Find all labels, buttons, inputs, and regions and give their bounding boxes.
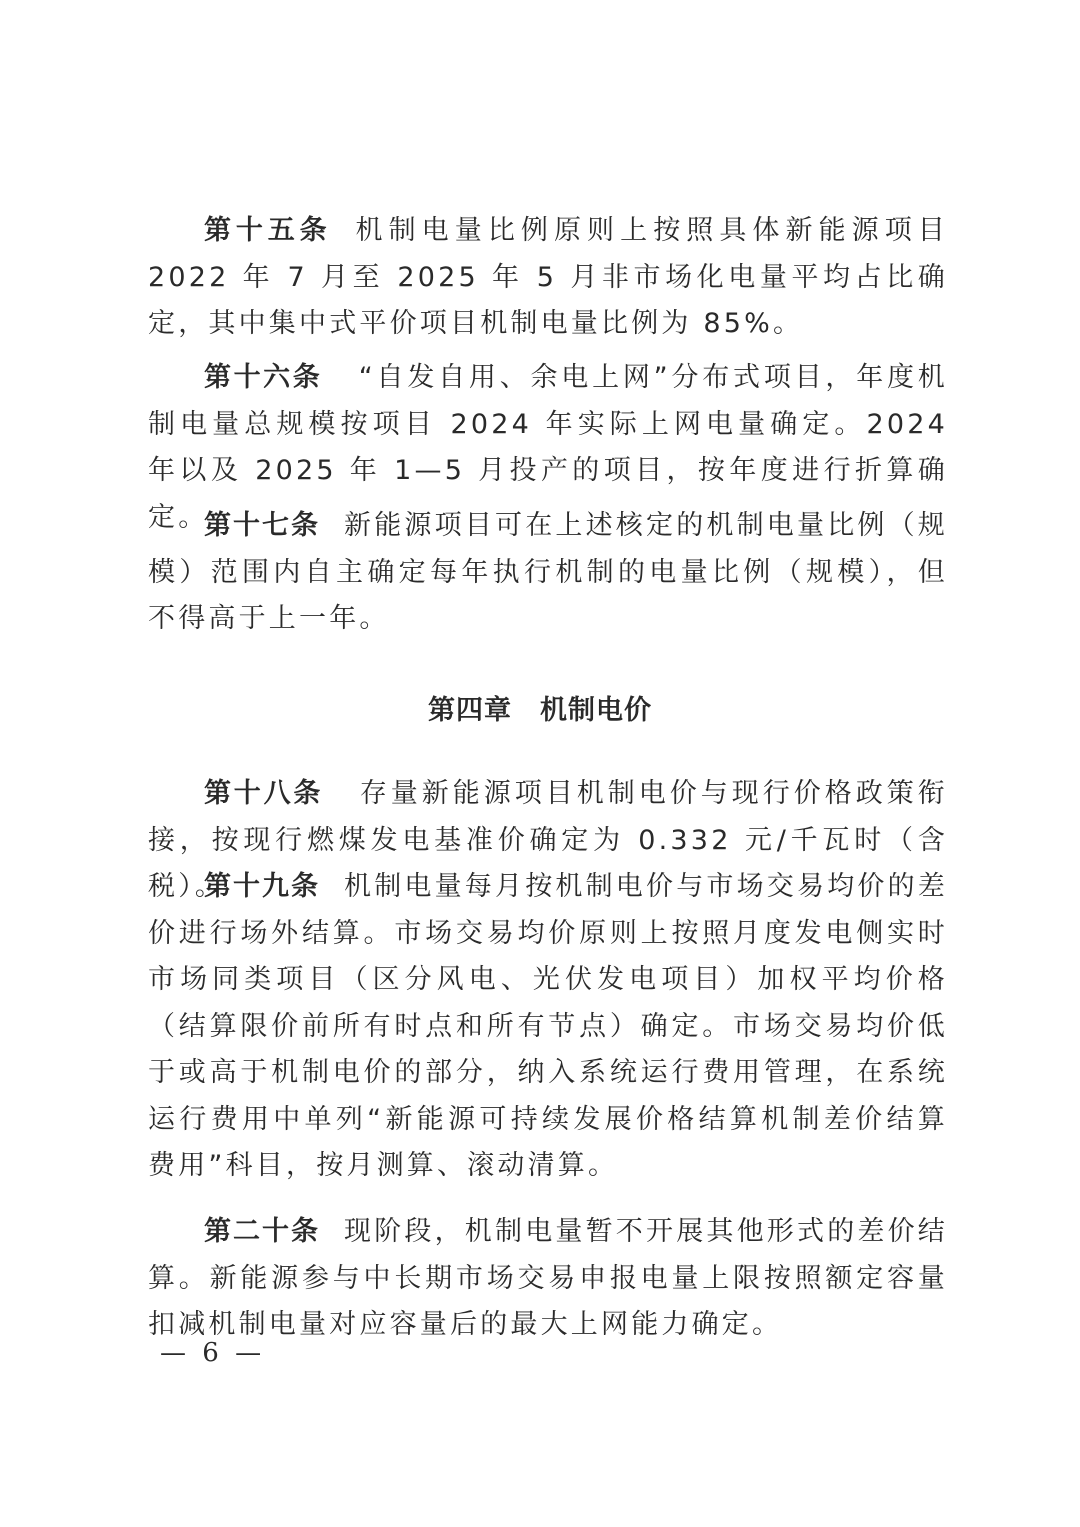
article-label: 第二十条 — [204, 1216, 320, 1247]
article-text: 机制电量每月按机制电价与市场交易均价的差价进行场外结算。市场交易均价原则上按照月度发电侧实时市场同类项目（区分风电、光伏发电项目）加权平均价格（结算限价前所有时点和所有节点）确定。市场交易均价低于或高于机制电价的部分，纳入系统运行费用管理，在系统运行费用中单列“新能源可持续发展价格结算机制差价结算费用”科目，按月测算、滚动清算。 — [148, 871, 948, 1181]
article-text: “自发自用、余电上网”分布式项目，年度机制电量总规模按项目 2024 年实际上网电量确定。2024 年以及 2025 年 1—5 月投产的项目，按年度进行折算确定。 — [148, 362, 948, 533]
article-label: 第十八条 — [204, 778, 324, 809]
article-text: 存量新能源项目机制电价与现行价格政策衔接，按现行燃煤发电基准价确定为 0.332 元/千瓦时（含税）。 — [148, 778, 948, 902]
article-label: 第十九条 — [204, 871, 320, 902]
article-text: 新能源项目可在上述核定的机制电量比例（规模）范围内自主确定每年执行机制的电量比例（规模），但不得高于上一年。 — [148, 510, 948, 634]
page-number: — 6 — — [160, 1338, 266, 1368]
article-15 — [148, 208, 948, 348]
chapter-heading — [0, 688, 1080, 727]
article-19 — [148, 864, 948, 1190]
article-17 — [148, 503, 948, 643]
article-text: 机制电量比例原则上按照具体新能源项目 2022 年 7 月至 2025 年 5 月非市场化电量平均占比确定，其中集中式平价项目机制电量比例为 85%。 — [148, 215, 949, 339]
article-label: 第十六条 — [204, 362, 323, 393]
chapter-number: 第四章 — [428, 695, 512, 726]
article-20 — [148, 1209, 948, 1349]
article-label: 第十五条 — [204, 215, 332, 246]
chapter-title: 机制电价 — [540, 695, 652, 726]
article-text: 现阶段，机制电量暂不开展其他形式的差价结算。新能源参与中长期市场交易申报电量上限按照额定容量扣减机制电量对应容量后的最大上网能力确定。 — [148, 1216, 948, 1340]
article-label: 第十七条 — [204, 510, 320, 541]
